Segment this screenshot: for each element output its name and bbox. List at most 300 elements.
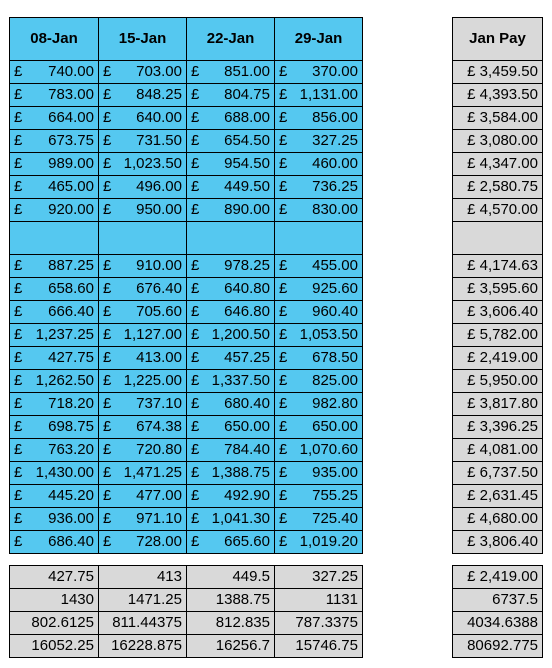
week-header-cell[interactable]: 15-Jan [99,18,187,61]
table-row [10,508,363,531]
stats-row [10,612,363,635]
pay-row [453,153,543,176]
currency-value [103,176,182,198]
currency-value [191,130,270,152]
amount-cell[interactable] [99,347,187,370]
currency-value [191,153,270,175]
currency-symbol: £ [14,487,23,504]
amount-cell[interactable] [10,278,99,301]
currency-symbol: £ [191,280,200,297]
stat-cell[interactable]: 15746.75 [275,635,363,658]
pay-row [453,347,543,370]
currency-value [191,84,270,106]
amount-cell[interactable] [10,439,99,462]
amount-cell[interactable] [187,393,275,416]
amount-cell[interactable] [99,153,187,176]
amount-value: 737.10 [136,395,182,412]
amount-cell[interactable] [10,347,99,370]
currency-symbol: £ [14,418,23,435]
amount-cell[interactable] [99,199,187,222]
stats-row [10,566,363,589]
amount-value: 736.25 [312,178,358,195]
week-header-cell[interactable]: 29-Jan [275,18,363,61]
pay-header-cell[interactable]: Jan Pay [453,18,543,61]
amount-value: 477.00 [136,487,182,504]
amount-cell[interactable] [10,199,99,222]
pay-total-cell[interactable]: £ 3,459.50 [453,61,543,84]
amount-cell[interactable] [99,130,187,153]
pay-total-cell[interactable]: £ 4,680.00 [453,508,543,531]
currency-symbol: £ [103,349,112,366]
amount-cell[interactable] [10,130,99,153]
stat-cell[interactable]: 427.75 [10,566,99,589]
pay-total-cell[interactable]: £ 3,806.40 [453,531,543,554]
amount-cell[interactable] [187,153,275,176]
currency-value [191,347,270,369]
amount-value: 658.60 [48,280,94,297]
currency-symbol: £ [191,201,200,218]
currency-value [191,439,270,461]
amount-cell[interactable] [187,370,275,393]
pay-total-cell[interactable]: £ 6,737.50 [453,462,543,485]
amount-cell[interactable] [275,347,363,370]
currency-value [14,301,94,323]
pay-total-cell[interactable]: £ 5,782.00 [453,324,543,347]
week-header-cell[interactable]: 22-Jan [187,18,275,61]
stat-cell[interactable]: 802.6125 [10,612,99,635]
empty-cell[interactable] [99,222,187,255]
pay-total-cell[interactable]: £ 4,393.50 [453,84,543,107]
table-row [10,531,363,554]
amount-cell[interactable] [275,130,363,153]
amount-cell[interactable] [275,370,363,393]
amount-value: 640.80 [224,280,270,297]
pay-row [453,439,543,462]
amount-cell[interactable] [275,485,363,508]
amount-cell[interactable] [10,485,99,508]
monthly-pay-table [452,17,543,554]
pay-total-cell[interactable]: £ 5,950.00 [453,370,543,393]
amount-cell[interactable] [99,485,187,508]
amount-cell[interactable] [275,531,363,554]
amount-value: 1,019.20 [299,533,358,550]
amount-cell[interactable] [10,255,99,278]
amount-value: 1,225.00 [123,372,182,389]
pay-row [453,393,543,416]
amount-cell[interactable] [99,508,187,531]
amount-cell[interactable] [275,439,363,462]
amount-cell[interactable] [99,393,187,416]
amount-cell[interactable] [187,176,275,199]
amount-cell[interactable] [275,199,363,222]
pay-row [453,255,543,278]
amount-cell[interactable] [99,278,187,301]
currency-symbol: £ [279,464,288,481]
amount-cell[interactable] [187,301,275,324]
amount-cell[interactable] [99,255,187,278]
pay-stat-cell[interactable]: 80692.775 [453,635,543,658]
amount-value: 784.40 [224,441,270,458]
amount-cell[interactable] [99,439,187,462]
currency-value [279,301,358,323]
currency-symbol: £ [103,257,112,274]
amount-cell[interactable] [99,107,187,130]
currency-symbol: £ [191,441,200,458]
currency-symbol: £ [103,533,112,550]
amount-value: 890.00 [224,201,270,218]
amount-cell[interactable] [99,416,187,439]
currency-symbol: £ [103,395,112,412]
table-row [10,199,363,222]
pay-total-cell[interactable]: £ 2,580.75 [453,176,543,199]
currency-symbol: £ [279,533,288,550]
amount-value: 725.40 [312,510,358,527]
amount-cell[interactable] [99,301,187,324]
currency-value [191,278,270,300]
amount-cell[interactable] [187,347,275,370]
amount-value: 982.80 [312,395,358,412]
table-row [10,485,363,508]
amount-value: 887.25 [48,257,94,274]
currency-symbol: £ [279,349,288,366]
amount-cell[interactable] [275,508,363,531]
stat-cell[interactable]: 327.25 [275,566,363,589]
amount-cell[interactable] [10,84,99,107]
amount-cell[interactable] [187,439,275,462]
amount-value: 496.00 [136,178,182,195]
amount-value: 465.00 [48,178,94,195]
currency-value [191,531,270,553]
amount-cell[interactable] [275,84,363,107]
currency-value [103,130,182,152]
stat-cell[interactable]: 1430 [10,589,99,612]
amount-cell[interactable] [187,278,275,301]
currency-symbol: £ [14,257,23,274]
amount-value: 698.75 [48,418,94,435]
amount-value: 740.00 [48,63,94,80]
amount-cell[interactable] [275,324,363,347]
empty-cell[interactable] [10,222,99,255]
pay-header-row [453,18,543,61]
amount-value: 650.00 [224,418,270,435]
amount-value: 413.00 [136,349,182,366]
stat-cell[interactable]: 16256.7 [187,635,275,658]
currency-symbol: £ [103,464,112,481]
currency-symbol: £ [191,178,200,195]
currency-symbol: £ [14,510,23,527]
amount-cell[interactable] [275,107,363,130]
week-header-cell[interactable]: 08-Jan [10,18,99,61]
currency-value [103,107,182,129]
pay-stat-cell[interactable]: 6737.5 [453,589,543,612]
table-row [10,278,363,301]
pay-total-cell[interactable]: £ 4,081.00 [453,439,543,462]
amount-value: 830.00 [312,201,358,218]
currency-value [191,107,270,129]
stats-row [10,635,363,658]
currency-value [191,416,270,438]
currency-symbol: £ [279,86,288,103]
currency-symbol: £ [14,201,23,218]
currency-value [14,485,94,507]
pay-total-cell[interactable]: £ 4,347.00 [453,153,543,176]
amount-value: 731.50 [136,132,182,149]
amount-cell[interactable] [10,393,99,416]
currency-symbol: £ [279,372,288,389]
currency-value [191,199,270,221]
amount-cell[interactable] [10,301,99,324]
amount-value: 783.00 [48,86,94,103]
empty-cell[interactable] [187,222,275,255]
pay-total-cell[interactable]: £ 2,419.00 [453,347,543,370]
amount-cell[interactable] [187,199,275,222]
currency-value [279,176,358,198]
table-row [10,107,363,130]
currency-value [103,462,182,484]
currency-value [103,508,182,530]
pay-total-cell[interactable]: £ 2,631.45 [453,485,543,508]
currency-value [14,278,94,300]
stat-cell[interactable]: 16052.25 [10,635,99,658]
pay-stat-cell[interactable]: 4034.6388 [453,612,543,635]
amount-value: 1,337.50 [211,372,270,389]
currency-value [14,439,94,461]
currency-symbol: £ [191,464,200,481]
amount-cell[interactable] [187,485,275,508]
stat-cell[interactable]: 16228.875 [99,635,187,658]
pay-row [453,485,543,508]
amount-value: 936.00 [48,510,94,527]
amount-value: 1,262.50 [35,372,94,389]
currency-value [279,153,358,175]
currency-symbol: £ [103,441,112,458]
amount-value: 664.00 [48,109,94,126]
stat-cell[interactable]: 787.3375 [275,612,363,635]
empty-cell[interactable] [453,222,543,255]
amount-value: 755.25 [312,487,358,504]
amount-cell[interactable] [99,84,187,107]
currency-symbol: £ [279,326,288,343]
table-row [10,130,363,153]
currency-value [103,370,182,392]
amount-cell[interactable] [275,176,363,199]
amount-cell[interactable] [99,176,187,199]
amount-cell[interactable] [187,84,275,107]
currency-symbol: £ [279,280,288,297]
amount-cell[interactable] [10,153,99,176]
pay-total-cell[interactable]: £ 3,595.60 [453,278,543,301]
amount-cell[interactable] [275,278,363,301]
amount-value: 646.80 [224,303,270,320]
pay-row [453,107,543,130]
pay-total-cell[interactable]: £ 3,396.25 [453,416,543,439]
table-row [10,393,363,416]
amount-value: 848.25 [136,86,182,103]
currency-symbol: £ [14,349,23,366]
amount-cell[interactable] [187,531,275,554]
currency-value [103,199,182,221]
pay-row [453,61,543,84]
currency-symbol: £ [103,418,112,435]
pay-row [453,416,543,439]
amount-value: 705.60 [136,303,182,320]
currency-symbol: £ [279,395,288,412]
amount-cell[interactable] [99,61,187,84]
amount-cell[interactable] [275,462,363,485]
currency-symbol: £ [103,201,112,218]
amount-cell[interactable] [10,416,99,439]
currency-symbol: £ [103,280,112,297]
pay-stats-row [453,635,543,658]
pay-stat-cell[interactable]: £ 2,419.00 [453,566,543,589]
currency-value [14,199,94,221]
amount-cell[interactable] [99,462,187,485]
currency-value [279,130,358,152]
amount-cell[interactable] [187,130,275,153]
header-row [10,18,363,61]
currency-value [14,324,94,346]
table-row [10,462,363,485]
currency-value [279,393,358,415]
currency-value [279,508,358,530]
currency-symbol: £ [14,109,23,126]
pay-total-cell[interactable]: £ 4,174.63 [453,255,543,278]
amount-cell[interactable] [10,462,99,485]
currency-value [103,439,182,461]
stat-cell[interactable]: 413 [99,566,187,589]
amount-value: 688.00 [224,109,270,126]
currency-symbol: £ [279,510,288,527]
pay-row [453,324,543,347]
amount-cell[interactable] [10,508,99,531]
currency-symbol: £ [103,372,112,389]
monthly-stats-table [452,565,543,658]
amount-cell[interactable] [275,416,363,439]
amount-cell[interactable] [275,153,363,176]
amount-cell[interactable] [187,462,275,485]
currency-value [279,255,358,277]
pay-total-cell[interactable]: £ 3,606.40 [453,301,543,324]
amount-cell[interactable] [10,107,99,130]
amount-cell[interactable] [275,255,363,278]
amount-cell[interactable] [187,255,275,278]
currency-value [103,416,182,438]
amount-cell[interactable] [187,107,275,130]
amount-cell[interactable] [187,324,275,347]
currency-symbol: £ [191,349,200,366]
stat-cell[interactable]: 449.5 [187,566,275,589]
currency-symbol: £ [14,63,23,80]
currency-symbol: £ [279,155,288,172]
amount-value: 492.90 [224,487,270,504]
currency-value [14,393,94,415]
amount-cell[interactable] [187,508,275,531]
currency-value [279,347,358,369]
amount-value: 445.20 [48,487,94,504]
empty-cell[interactable] [275,222,363,255]
currency-value [191,462,270,484]
currency-symbol: £ [279,441,288,458]
amount-cell[interactable] [275,301,363,324]
amount-cell[interactable] [10,176,99,199]
stat-cell[interactable]: 811.44375 [99,612,187,635]
currency-value [103,61,182,83]
amount-cell[interactable] [10,370,99,393]
currency-value [103,393,182,415]
currency-symbol: £ [14,280,23,297]
currency-value [191,485,270,507]
currency-symbol: £ [14,132,23,149]
amount-value: 1,053.50 [299,326,358,343]
amount-value: 910.00 [136,257,182,274]
currency-value [279,107,358,129]
amount-value: 935.00 [312,464,358,481]
currency-symbol: £ [103,178,112,195]
currency-symbol: £ [14,326,23,343]
currency-symbol: £ [14,155,23,172]
currency-symbol: £ [279,178,288,195]
pay-total-cell[interactable]: £ 4,570.00 [453,199,543,222]
amount-cell[interactable] [275,61,363,84]
currency-value [279,199,358,221]
stat-cell[interactable]: 1388.75 [187,589,275,612]
currency-value [279,439,358,461]
pay-stats-row [453,566,543,589]
stat-cell[interactable]: 1471.25 [99,589,187,612]
amount-cell[interactable] [187,61,275,84]
currency-symbol: £ [191,487,200,504]
amount-value: 804.75 [224,86,270,103]
currency-symbol: £ [279,63,288,80]
amount-cell[interactable] [187,416,275,439]
currency-value [279,278,358,300]
currency-value [14,347,94,369]
currency-symbol: £ [14,372,23,389]
currency-symbol: £ [103,132,112,149]
amount-value: 457.25 [224,349,270,366]
currency-value [14,255,94,277]
currency-symbol: £ [191,326,200,343]
pay-row [453,301,543,324]
currency-symbol: £ [103,109,112,126]
amount-value: 1,127.00 [123,326,182,343]
pay-total-cell[interactable]: £ 3,817.80 [453,393,543,416]
stat-cell[interactable]: 1131 [275,589,363,612]
pay-row [453,84,543,107]
amount-cell[interactable] [275,393,363,416]
currency-value [191,61,270,83]
amount-cell[interactable] [99,324,187,347]
currency-symbol: £ [103,303,112,320]
table-row [10,84,363,107]
currency-value [279,462,358,484]
currency-value [191,255,270,277]
pay-total-cell[interactable]: £ 3,584.00 [453,107,543,130]
amount-cell[interactable] [99,370,187,393]
currency-symbol: £ [103,86,112,103]
table-row [10,324,363,347]
pay-total-cell[interactable]: £ 3,080.00 [453,130,543,153]
currency-symbol: £ [103,487,112,504]
amount-cell[interactable] [10,61,99,84]
currency-value [279,370,358,392]
amount-cell[interactable] [10,531,99,554]
amount-cell[interactable] [99,531,187,554]
currency-symbol: £ [14,441,23,458]
currency-symbol: £ [14,86,23,103]
amount-cell[interactable] [10,324,99,347]
stat-cell[interactable]: 812.835 [187,612,275,635]
